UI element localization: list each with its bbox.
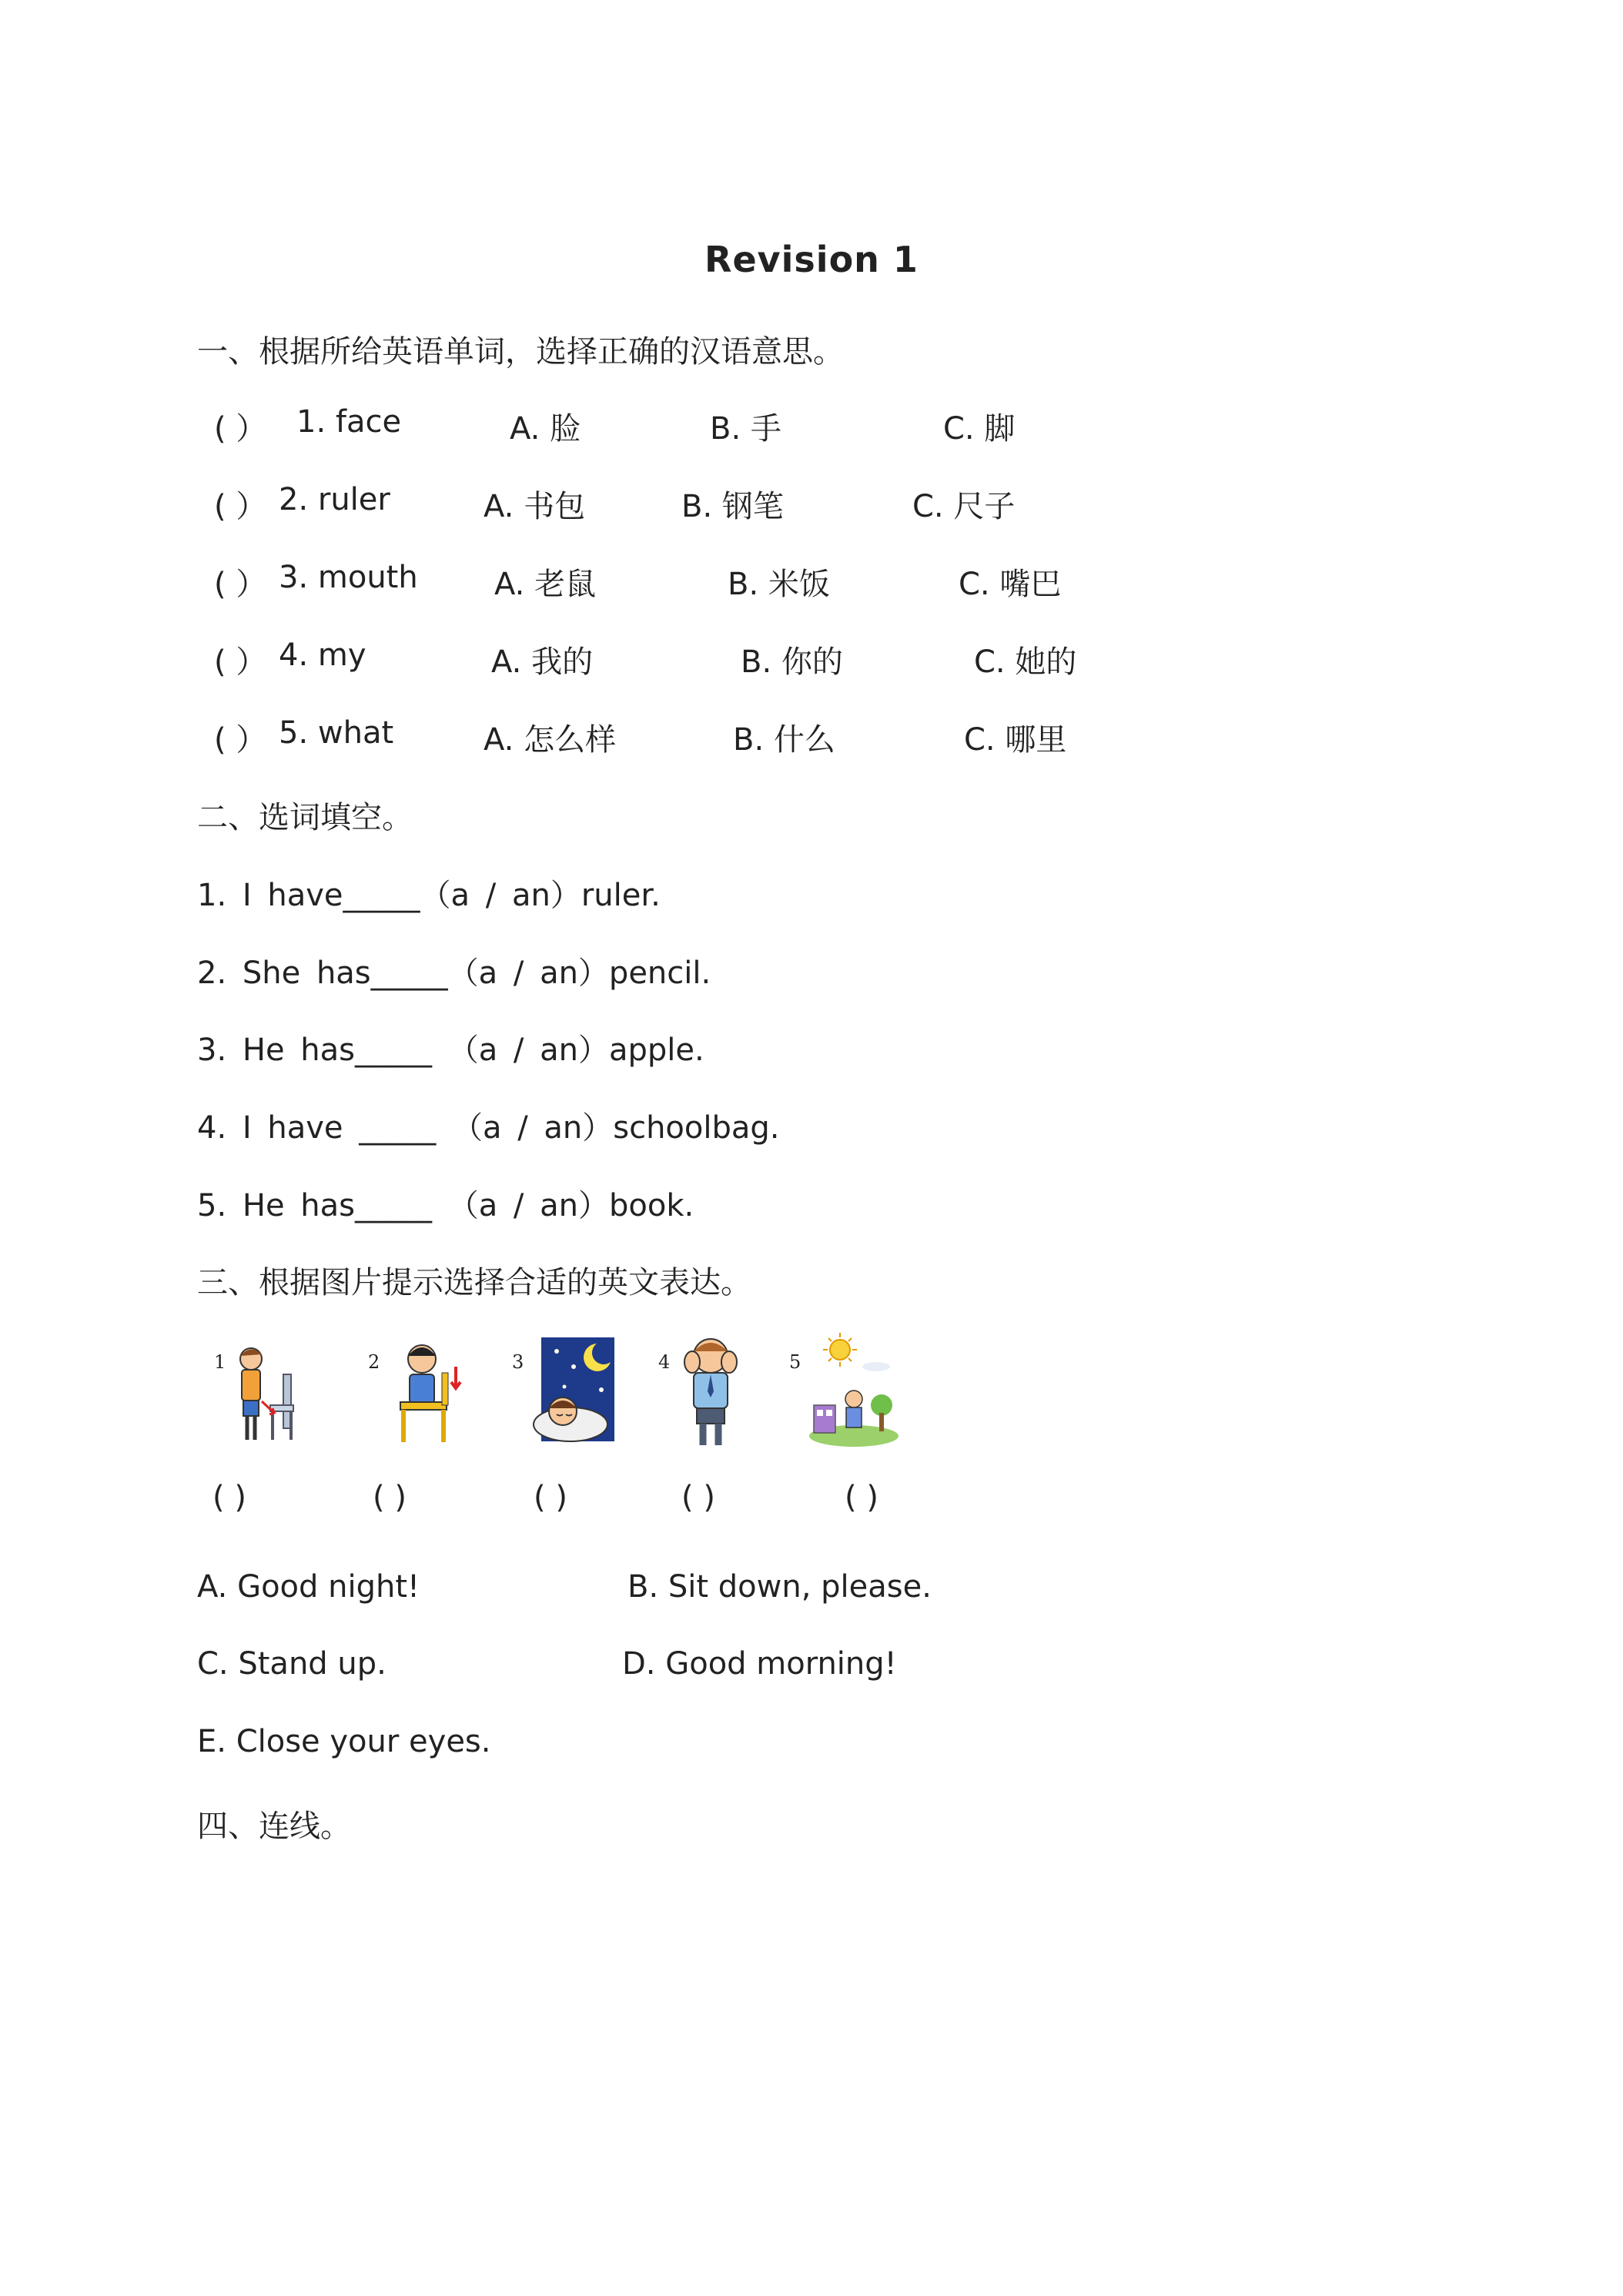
option-b: B. 什么 xyxy=(733,722,835,758)
option-a: A. Good night! xyxy=(197,1569,420,1605)
option-c: C. 哪里 xyxy=(964,722,1067,758)
section3-heading: 三、根据图片提示选择合适的英文表达。 xyxy=(197,1265,751,1300)
section1-heading: 一、根据所给英语单词，选择正确的汉语意思。 xyxy=(197,334,844,370)
option-e: E. Close your eyes. xyxy=(197,1724,491,1759)
answer-bracket[interactable]: ( ） xyxy=(214,722,267,758)
option-a: A. 怎么样 xyxy=(484,722,617,758)
picture-number: 5 xyxy=(789,1351,801,1373)
question-word: 1. face xyxy=(296,404,402,440)
question-word: 3. mouth xyxy=(279,560,418,595)
answer-bracket[interactable]: ( ） xyxy=(214,489,267,524)
option-a: A. 我的 xyxy=(491,644,594,680)
option-c: C. 尺子 xyxy=(912,489,1016,524)
fill-blank-line[interactable]: 2. She has_____（a / an）pencil. xyxy=(197,956,711,991)
morning-sun-scene-icon xyxy=(803,1328,899,1455)
answer-blank[interactable]: ( ) xyxy=(212,1480,246,1515)
question-word: 2. ruler xyxy=(279,482,390,517)
option-a: A. 脸 xyxy=(510,411,581,447)
answer-bracket[interactable]: ( ） xyxy=(214,567,267,602)
option-c: C. 嘴巴 xyxy=(959,567,1062,602)
picture-4 xyxy=(658,1328,766,1455)
answer-blank[interactable]: ( ) xyxy=(534,1480,567,1515)
option-c: C. 脚 xyxy=(943,411,1016,447)
picture-number: 1 xyxy=(214,1351,226,1373)
option-b: B. 钢笔 xyxy=(681,489,784,524)
man-covering-eyes-icon xyxy=(672,1328,765,1455)
picture-3 xyxy=(512,1328,620,1455)
option-c: C. 她的 xyxy=(974,644,1077,680)
answer-bracket[interactable]: ( ） xyxy=(214,411,267,447)
option-a: A. 书包 xyxy=(484,489,586,524)
picture-1 xyxy=(214,1328,322,1455)
page-title: Revision 1 xyxy=(704,239,919,280)
section4-heading: 四、连线。 xyxy=(197,1809,351,1844)
fill-blank-line[interactable]: 4. I have _____ （a / an）schoolbag. xyxy=(197,1110,780,1146)
fill-blank-line[interactable]: 5. He has_____ （a / an）book. xyxy=(197,1188,694,1223)
answer-bracket[interactable]: ( ） xyxy=(214,644,267,680)
fill-blank-line[interactable]: 1. I have_____（a / an）ruler. xyxy=(197,878,661,913)
option-b: B. 米饭 xyxy=(728,567,830,602)
boy-sitting-down-icon xyxy=(382,1328,474,1455)
option-c: C. Stand up. xyxy=(197,1646,387,1682)
fill-blank-line[interactable]: 3. He has_____ （a / an）apple. xyxy=(197,1033,704,1068)
picture-number: 3 xyxy=(512,1351,524,1373)
picture-number: 2 xyxy=(368,1351,380,1373)
option-b: B. 你的 xyxy=(741,644,843,680)
option-b: B. Sit down, please. xyxy=(627,1569,932,1605)
boy-standing-by-chair-icon xyxy=(228,1328,320,1455)
option-b: B. 手 xyxy=(710,411,781,447)
answer-blank[interactable]: ( ) xyxy=(681,1480,715,1515)
option-d: D. Good morning! xyxy=(622,1646,897,1682)
picture-5 xyxy=(789,1328,897,1455)
child-sleeping-night-icon xyxy=(526,1328,622,1455)
answer-blank[interactable]: ( ) xyxy=(845,1480,878,1515)
answer-blank[interactable]: ( ) xyxy=(373,1480,407,1515)
option-a: A. 老鼠 xyxy=(494,567,597,602)
picture-2 xyxy=(368,1328,476,1455)
picture-number: 4 xyxy=(658,1351,671,1373)
question-word: 5. what xyxy=(279,715,394,751)
section2-heading: 二、选词填空。 xyxy=(197,800,413,835)
question-word: 4. my xyxy=(279,638,366,673)
